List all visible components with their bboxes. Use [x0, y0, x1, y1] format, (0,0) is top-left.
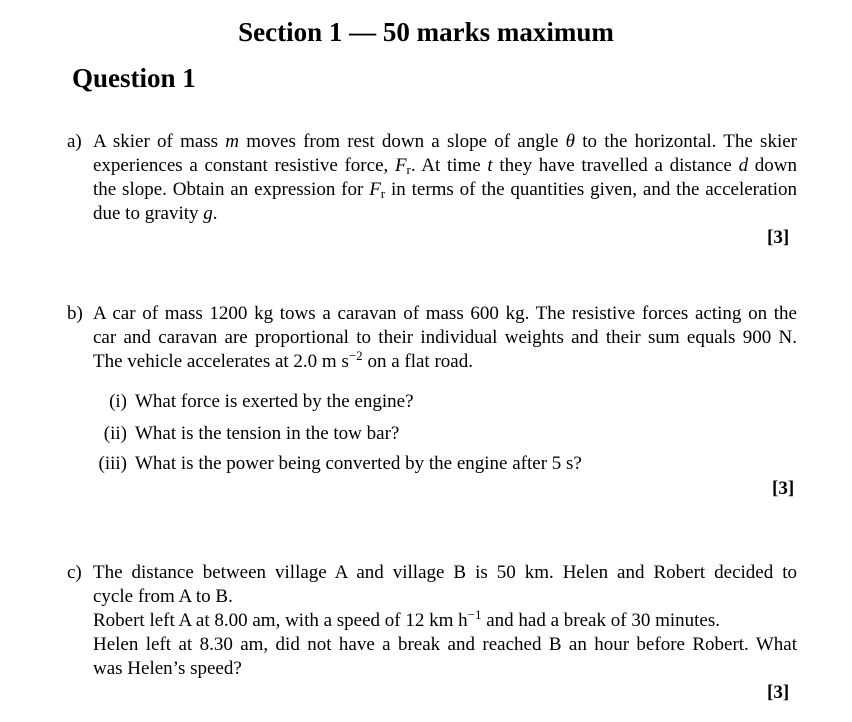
part-c-marks: [3]	[767, 682, 790, 703]
part-b-marks: [3]	[772, 478, 795, 499]
part-a-label: a)	[67, 131, 82, 152]
question-title: Question 1	[72, 63, 196, 93]
part-c-label: c)	[67, 562, 82, 583]
sub-question-number: (ii)	[103, 423, 127, 444]
part-c-text: The distance between village A and village B is 50 km. Helen and Robert decided to cycle from A to B. Robert left A at 8.00 am, with a speed of 12 km $h^{-1}$ and had a break of 30 minutes. Helen left at 8.30 am, did not have a break and reached B an hour before Robert. What was Helen’s speed?	[93, 562, 797, 679]
sub-question-text: What force is exerted by the engine?	[135, 391, 414, 412]
section-title: Section 1 — 50 marks maximum	[238, 17, 614, 47]
sub-question-text: What is the power being converted by the engine after 5 s?	[135, 453, 582, 474]
part-b-text: A car of mass 1200 kg tows a caravan of mass 600 kg. The resistive forces acting on the car and caravan are proportional to their individual weights and their sum equals 900 N. The vehicle accelerates at 2.0 m $s^{-2}$ on a flat road.	[93, 303, 797, 372]
part-a-text: A skier of mass m moves from rest down a slope of angle θ to the horizontal. The skier experiences a constant resistive force, $F_r$. At time t they have travelled a distance d down the slope. Obtain an expression for $F_r$ in terms of the quantities given, and the acceleration due to gravity g.	[93, 131, 797, 224]
part-a-marks: [3]	[767, 227, 790, 248]
sub-question-number: (iii)	[98, 453, 127, 474]
part-b-label: b)	[67, 303, 83, 324]
sub-question-text: What is the tension in the tow bar?	[135, 423, 400, 444]
sub-question-number: (i)	[109, 391, 127, 412]
